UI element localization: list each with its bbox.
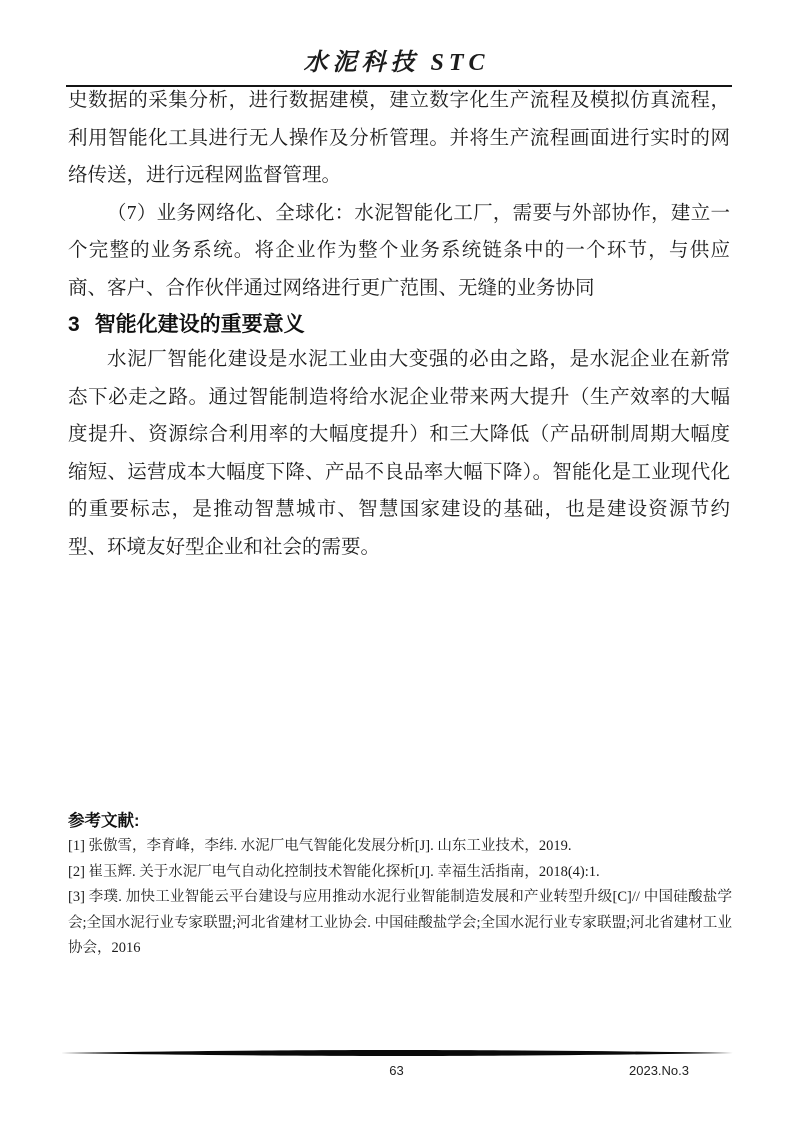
- footer-rule: [61, 1050, 733, 1056]
- paragraph-significance: 水泥厂智能化建设是水泥工业由大变强的必由之路，是水泥企业在新常态下必走之路。通过智能制造将给水泥企业带来两大提升（生产效率的大幅度提升、资源综合利用率的大幅度提升）和三大降低（产品研制周期大幅度缩短、运营成本大幅度下降、产品不良品率大幅下降）。智能化是工业现代化的重要标志，是推动智慧城市、智慧国家建设的基础，也是建设资源节约型、环境友好型企业和社会的需要。: [68, 349, 730, 558]
- issue-number: 2023.No.3: [629, 1063, 689, 1078]
- paragraph-continuation: 史数据的采集分析，进行数据建模，建立数字化生产流程及模拟仿真流程，利用智能化工具进行无人操作及分析管理。并将生产流程画面进行实时的网络传送，进行远程网监督管理。: [68, 90, 730, 186]
- journal-title: 水泥科技 STC: [303, 50, 490, 76]
- reference-item: [3] 李璞. 加快工业智能云平台建设与应用推动水泥行业智能制造发展和产业转型升级[C]// 中国硅酸盐学会;全国水泥行业专家联盟;河北省建材工业协会. 中国硅酸盐学会;全国水泥行业专家联盟;河北省建材工业协会，2016: [68, 889, 732, 956]
- section-title: 智能化建设的重要意义: [94, 313, 305, 336]
- paragraph-item-7: （7）业务网络化、全球化：水泥智能化工厂，需要与外部协作，建立一个完整的业务系统。将企业作为整个业务系统链条中的一个环节，与供应商、客户、合作伙伴通过网络进行更广范围、无缝的业务协同: [68, 202, 730, 299]
- reference-item: [2] 崔玉辉. 关于水泥厂电气自动化控制技术智能化探析[J]. 幸福生活指南，2018(4):1.: [68, 863, 600, 880]
- references-heading: 参考文献:: [68, 812, 140, 830]
- section-number: 3: [68, 313, 80, 336]
- reference-item: [1] 张傲雪，李育峰，李纬. 水泥厂电气智能化发展分析[J]. 山东工业技术，2019.: [68, 838, 572, 854]
- article-body: [68, 82, 730, 566]
- page-number: 63: [389, 1063, 404, 1078]
- section-heading: [68, 309, 730, 341]
- references-section: [68, 809, 732, 962]
